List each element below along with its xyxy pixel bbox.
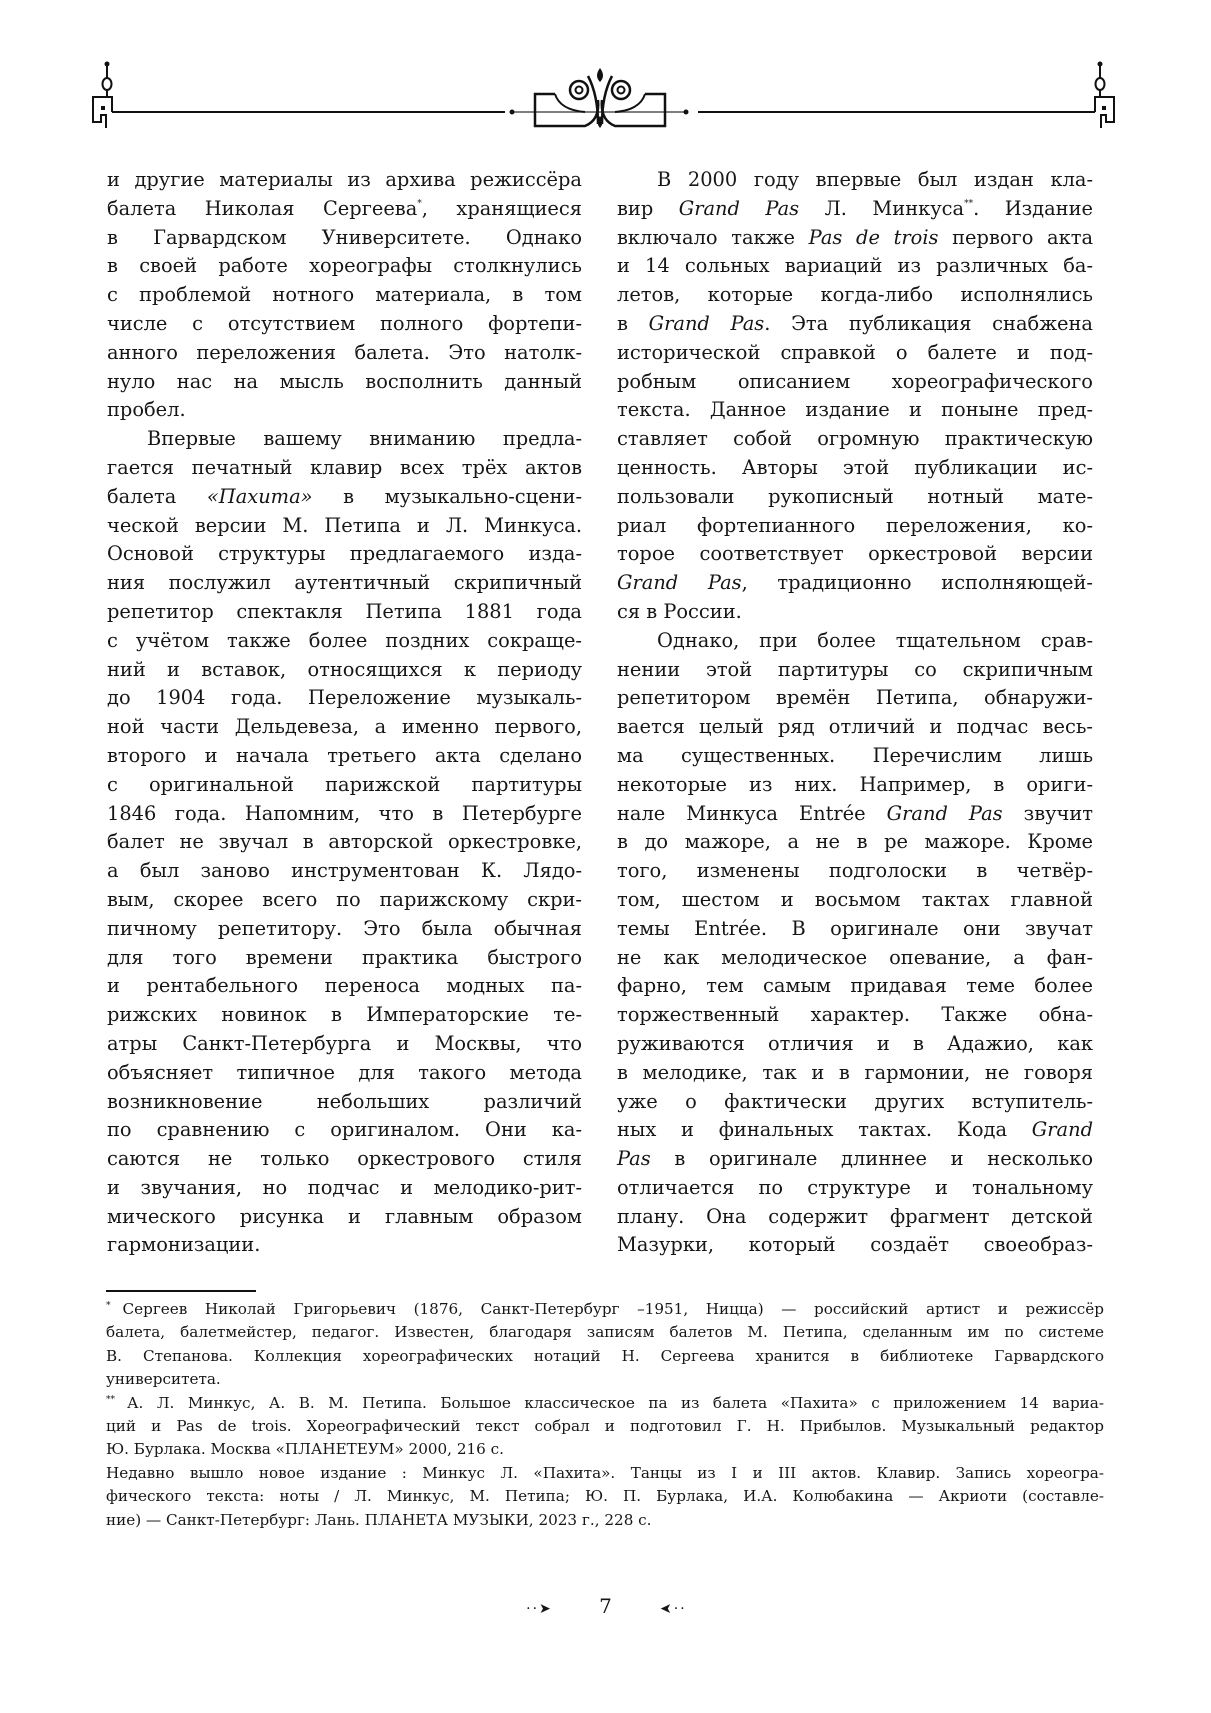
footnote-marker: ** [964,198,974,209]
italic-text: «Пахита» [206,484,313,508]
text-line [107,828,582,857]
text-run: плану. Она содержит фрагмент детской [617,1204,1093,1228]
text-run: Недавно вышло новое издание : Минкус Л. «Пахита». Танцы из I и III актов. Клавир. Запись хореогра- [106,1463,1104,1482]
text-line [107,684,582,713]
text-line [107,425,582,454]
text-line [617,1203,1093,1232]
text-line [617,828,1093,857]
text-line [617,800,1093,829]
text-line [107,742,582,771]
text-line [107,800,582,829]
text-run: А. Л. Минкус, А. В. М. Петипа. Большое классическое па из балета «Пахита» с приложением 14 вариа- [127,1393,1104,1412]
text-line [106,1345,1104,1368]
text-line [107,368,582,397]
text-line [107,195,582,224]
text-run: некоторые из них. Например, в ориги- [617,772,1093,796]
text-run: робным описанием хореографического [617,369,1093,393]
text-run: Мазурки, который создаёт своеобраз- [617,1233,1093,1257]
text-run: и 14 сольных вариаций из различных ба- [617,254,1093,278]
text-run: числе с отсутствием полного фортепи- [107,311,582,335]
text-run: балета [107,484,207,508]
text-run: университета. [106,1370,221,1389]
text-run: мического рисунка и главным образом [107,1204,582,1228]
text-line [617,512,1093,541]
text-line [617,483,1093,512]
text-run: 1846 года. Напомним, что в Петербурге [107,801,582,825]
text-line [107,512,582,541]
text-run: в оригинале длиннее и несколько [650,1147,1093,1171]
footnote-marker: * [106,1301,111,1311]
text-line [106,1392,1104,1415]
text-line [107,281,582,310]
text-line [107,1203,582,1232]
text-line [617,713,1093,742]
text-run: Основой структуры предлагаемого изда- [107,542,582,566]
right-text-column [617,166,1093,1260]
text-line [617,368,1093,397]
text-run: балета Николая Сергеева [107,196,418,220]
text-run: в Гарвардском Университете. Однако [107,225,582,249]
text-line [107,1174,582,1203]
italic-text: Grand Pas [648,311,765,335]
text-line [107,713,582,742]
text-line [107,627,582,656]
page-number: 7 [599,1594,612,1618]
text-run: анного переложения балета. Это натолк- [107,340,582,364]
text-run: в [617,311,649,335]
text-run: нуло нас на мысль восполнить данный [107,369,582,393]
footnote-separator [106,1290,256,1292]
text-line [617,540,1093,569]
text-run: уже о фактически других вступитель- [617,1089,1093,1113]
text-run: пичному репетитору. Это была обычная [107,916,582,940]
text-run: первого акта [938,225,1094,249]
text-run: Однако, при более тщательном срав- [657,628,1093,652]
footnote-marker: ** [106,1394,115,1405]
text-run: и звучания, но подчас и мелодико-рит- [107,1175,582,1199]
text-run: балета, балетмейстер, педагог. Известен, благодаря записям балетов М. Петипа, сделанным им по системе [106,1323,1104,1342]
text-run: атры Санкт-Петербурга и Москвы, что [107,1031,582,1055]
text-line [107,310,582,339]
text-run: репетитор спектакля Петипа 1881 года [107,599,582,623]
text-run: вым, скорее всего по парижскому скри- [107,887,582,911]
text-run: торжественный характер. Также обна- [617,1003,1093,1027]
text-run: темы Entrée. В оригинале они звучат [617,916,1093,940]
footnotes [106,1298,1104,1532]
text-run: ставляет собой огромную практическую [617,427,1093,451]
text-run: Впервые вашему вниманию предла- [147,427,582,451]
text-run: того, изменены подголоски в четвёр- [617,859,1093,883]
text-run: риал фортепианного переложения, ко- [617,513,1093,537]
text-run: летов, которые когда-либо исполнялись [617,283,1093,307]
text-line [617,339,1093,368]
text-line [617,252,1093,281]
text-line [107,1231,582,1260]
text-run: в до мажоре, а не в ре мажоре. Кроме [617,830,1093,854]
text-run: второго и начала третьего акта сделано [107,743,582,767]
text-line [617,684,1093,713]
text-line [617,166,1093,195]
right-arrow-ornament-icon: ··➤ [658,1601,685,1617]
text-run: ных и финальных тактах. Кода [617,1118,1032,1142]
text-line [107,771,582,800]
text-run: с учётом также более поздних сокраще- [107,628,582,652]
text-line [107,944,582,973]
text-run: звучит [1002,801,1093,825]
text-run: том, шестом и восьмом тактах главной [617,887,1093,911]
text-line [617,281,1093,310]
text-run: пробел. [107,398,186,422]
text-line [617,195,1093,224]
text-line [107,454,582,483]
text-line [617,944,1093,973]
text-line [106,1509,1104,1532]
text-run: текста. Данное издание и поныне пред- [617,398,1093,422]
footnote-marker: * [417,198,422,209]
text-line [107,339,582,368]
text-line [107,972,582,1001]
text-line [107,598,582,627]
text-run: ния послужил аутентичный скрипичный [107,571,582,595]
text-run: ся в России. [617,599,742,623]
text-line [107,1059,582,1088]
text-run: ма существенных. Перечислим лишь [617,743,1093,767]
text-line [617,886,1093,915]
text-line [617,1174,1093,1203]
text-line [617,1059,1093,1088]
text-run: В. Степанова. Коллекция хореографических нотаций Н. Сергеева хранится в библиотеке Гарвардского [106,1346,1104,1365]
text-line [107,1145,582,1174]
text-run: . Эта публикация снабжена [764,311,1093,335]
left-text-column [107,166,582,1260]
text-line [617,396,1093,425]
italic-text: Pas [617,1147,651,1171]
text-line [617,742,1093,771]
text-run: вается целый ряд отличий и подчас весь- [617,715,1093,739]
text-run: для того времени практика быстрого [107,945,582,969]
text-run: фарно, тем самым придавая теме более [617,974,1093,998]
page-footer [0,1594,1211,1618]
text-line [106,1415,1104,1438]
text-run: отличается по структуре и тональному [617,1175,1093,1199]
text-run: с оригинальной парижской партитуры [107,772,582,796]
text-run: гается печатный клавир всех трёх актов [107,455,582,479]
text-line [107,886,582,915]
text-run: репетитором времён Петипа, обнаружи- [617,686,1093,710]
text-line [106,1462,1104,1485]
text-run: Л. Минкуса [799,196,965,220]
text-line [617,310,1093,339]
text-line [107,224,582,253]
text-run: до 1904 года. Переложение музыкаль- [107,686,582,710]
text-line [107,656,582,685]
text-line [617,1088,1093,1117]
text-run: ной части Дельдевеза, а именно первого, [107,715,582,739]
text-run: с проблемой нотного материала, в том [107,283,582,307]
text-run: ческой версии М. Петипа и Л. Минкуса. [107,513,582,537]
text-line [106,1298,1104,1321]
text-line [107,1001,582,1030]
text-line [617,569,1093,598]
italic-text: Grand Pas [678,196,800,220]
text-line [107,857,582,886]
text-run: саются не только оркестрового стиля [107,1147,582,1171]
text-line [617,1116,1093,1145]
text-line [617,1001,1093,1030]
text-run: а был заново инструментован К. Лядо- [107,859,582,883]
text-run: объясняет типичное для такого метода [107,1060,582,1084]
text-line [617,425,1093,454]
text-run: , хранящиеся [421,196,582,220]
text-line [617,656,1093,685]
text-line [107,483,582,512]
text-run: . Издание [973,196,1094,220]
text-line [106,1321,1104,1344]
text-line [617,771,1093,800]
text-run: и другие материалы из архива режиссёра [107,168,582,191]
text-run: ние) — Санкт-Петербург: Лань. ПЛАНЕТА МУЗЫКИ, 2023 г., 228 с. [106,1510,652,1529]
text-line [107,1088,582,1117]
text-run: и рентабельного переноса модных па- [107,974,582,998]
italic-text: Grand [1031,1118,1093,1142]
text-run: Сергеев Николай Григорьевич (1876, Санкт-Петербург –1951, Ницца) — российский артист и режиссёр [122,1300,1104,1318]
text-run: торое соответствует оркестровой версии [617,542,1093,566]
text-line [617,1231,1093,1260]
text-line [617,1145,1093,1174]
text-line [617,627,1093,656]
text-run: нении этой партитуры со скрипичным [617,657,1093,681]
text-line [617,454,1093,483]
text-line [106,1485,1104,1508]
text-run: руживаются отличия и в Адажио, как [617,1031,1093,1055]
text-run: не как мелодическое опевание, а фан- [617,945,1093,969]
text-line [107,915,582,944]
text-line [107,1116,582,1145]
text-run: рижских новинок в Императорские те- [107,1003,582,1027]
italic-text: Grand Pas [617,571,742,595]
italic-text: Grand Pas [886,801,1003,825]
text-run: ценность. Авторы этой публикации ис- [617,455,1093,479]
text-run: пользовали рукописный нотный мате- [617,484,1093,508]
text-run: в своей работе хореографы столкнулись [107,254,582,278]
text-line [617,972,1093,1001]
text-line [106,1368,1104,1391]
text-run: в музыкально-сцени- [312,484,583,508]
text-line [617,915,1093,944]
text-run: фического текста: ноты / Л. Минкус, М. Петипа; Ю. П. Бурлака, И.А. Колюбакина — Акриоти (составле- [106,1487,1104,1506]
text-run: гармонизации. [107,1233,261,1257]
text-run: исторической справкой о балете и под- [617,340,1093,364]
text-run: ций и Pas de trois. Хореографический текст собрал и подготовил Г. Н. Прибылов. Музыкальный редактор [106,1416,1104,1435]
text-run: в мелодике, так и в гармонии, не говоря [617,1060,1093,1084]
text-line [617,598,1093,627]
text-run: Ю. Бурлака. Москва «ПЛАНЕТЕУМ» 2000, 216 с. [106,1440,504,1459]
text-run: балет не звучал в авторской оркестровке, [107,830,582,854]
text-line [106,1438,1104,1461]
italic-text: Pas de trois [808,225,939,249]
text-run: , традиционно исполняющей- [741,571,1093,595]
text-line [107,396,582,425]
text-line [107,540,582,569]
text-run: ний и вставок, относящихся к периоду [107,657,582,681]
text-line [107,166,582,195]
text-line [107,569,582,598]
left-arrow-ornament-icon: ··➤ [526,1601,553,1617]
text-run: включало также [617,225,809,249]
text-run: возникновение небольших различий [107,1089,582,1113]
text-line [107,252,582,281]
text-line [617,1030,1093,1059]
ornament-icon [0,0,1211,160]
text-line [617,224,1093,253]
text-run: вир [617,196,679,220]
text-run: В 2000 году впервые был издан кла- [657,168,1093,191]
text-run: нале Минкуса Entrée [617,801,887,825]
text-line [107,1030,582,1059]
text-line [617,857,1093,886]
text-run: по сравнению с оригиналом. Они ка- [107,1118,582,1142]
